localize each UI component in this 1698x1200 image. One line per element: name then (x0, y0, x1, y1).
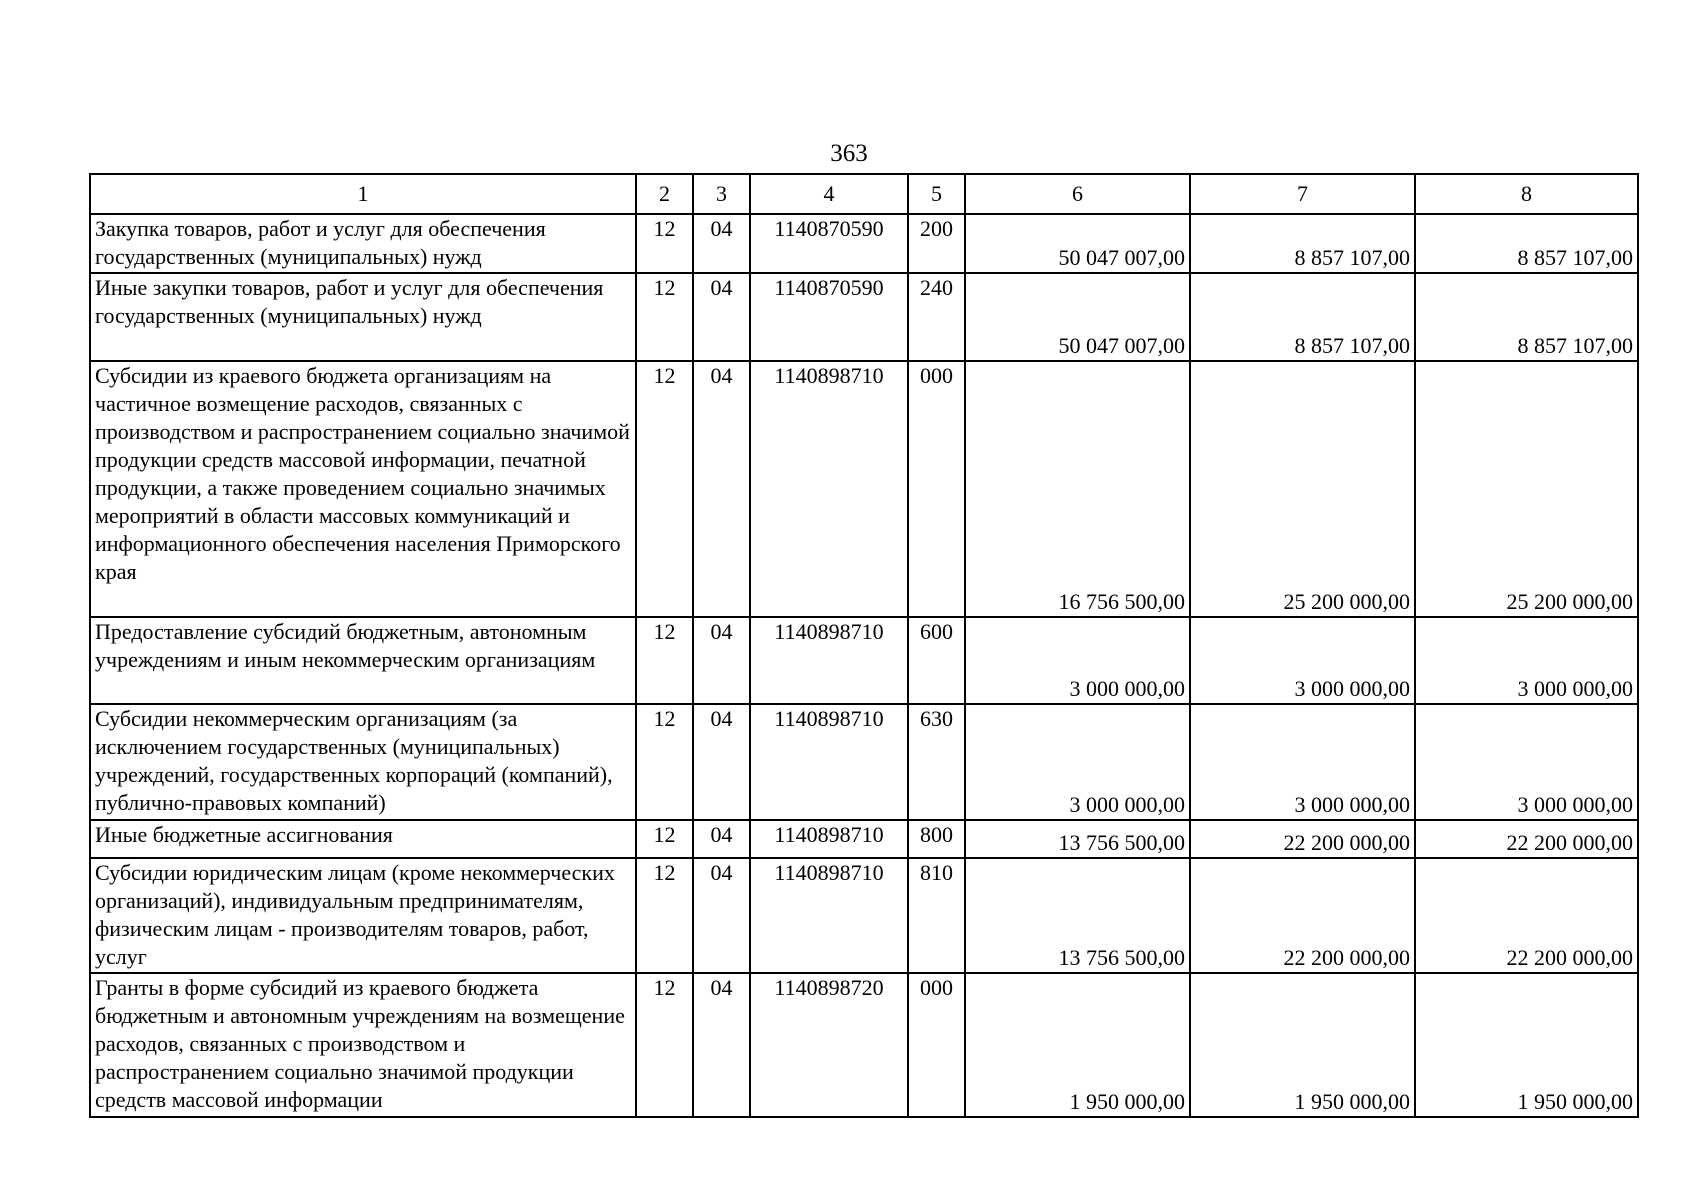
row-amount-6: 3 000 000,00 (965, 617, 1190, 704)
row-amount-7: 22 200 000,00 (1190, 858, 1415, 973)
row-amount-7: 3 000 000,00 (1190, 704, 1415, 820)
row-amount-6: 1 950 000,00 (965, 973, 1190, 1117)
row-amount-7: 1 950 000,00 (1190, 973, 1415, 1117)
row-target-code: 1140898720 (750, 973, 908, 1117)
row-description: Субсидии из краевого бюджета организациям на частичное возмещение расходов, связанных с производством и распространением социально значимой продукции средств массовой информации, печатной продукции, а также проведением социально значимых мероприятий в области массовых коммуникаций и информационного обеспечения населения Приморского края (90, 361, 636, 617)
row-target-code: 1140870590 (750, 273, 908, 361)
row-expense-type: 810 (908, 858, 965, 973)
row-target-code: 1140898710 (750, 704, 908, 820)
row-amount-7: 25 200 000,00 (1190, 361, 1415, 617)
row-target-code: 1140898710 (750, 361, 908, 617)
row-section: 12 (636, 704, 693, 820)
row-amount-6: 50 047 007,00 (965, 273, 1190, 361)
row-amount-8: 8 857 107,00 (1415, 273, 1638, 361)
row-expense-type: 630 (908, 704, 965, 820)
row-description: Предоставление субсидий бюджетным, автономным учреждениям и иным некоммерческим организациям (90, 617, 636, 704)
table-row (90, 361, 1638, 617)
row-section: 12 (636, 214, 693, 273)
row-subsection: 04 (693, 214, 750, 273)
row-target-code: 1140898710 (750, 820, 908, 858)
column-header-2: 2 (636, 174, 693, 214)
table-row (90, 214, 1638, 273)
row-amount-8: 22 200 000,00 (1415, 858, 1638, 973)
table-row (90, 973, 1638, 1117)
row-amount-6: 50 047 007,00 (965, 214, 1190, 273)
row-subsection: 04 (693, 704, 750, 820)
column-header-4: 4 (750, 174, 908, 214)
row-amount-8: 3 000 000,00 (1415, 704, 1638, 820)
row-expense-type: 240 (908, 273, 965, 361)
row-amount-7: 22 200 000,00 (1190, 820, 1415, 858)
row-amount-6: 16 756 500,00 (965, 361, 1190, 617)
row-description: Субсидии юридическим лицам (кроме некоммерческих организаций), индивидуальным предпринимателям, физическим лицам - производителям товаров, работ, услуг (90, 858, 636, 973)
row-description: Гранты в форме субсидий из краевого бюджета бюджетным и автономным учреждениям на возмещение расходов, связанных с производством и распространением социально значимой продукции средств массовой информации (90, 973, 636, 1117)
table-row (90, 820, 1638, 858)
row-subsection: 04 (693, 820, 750, 858)
row-expense-type: 600 (908, 617, 965, 704)
row-amount-6: 13 756 500,00 (965, 858, 1190, 973)
page-number: 363 (830, 140, 868, 167)
column-header-7: 7 (1190, 174, 1415, 214)
column-header-3: 3 (693, 174, 750, 214)
row-amount-8: 25 200 000,00 (1415, 361, 1638, 617)
row-amount-8: 8 857 107,00 (1415, 214, 1638, 273)
budget-table (89, 173, 1639, 1118)
row-subsection: 04 (693, 858, 750, 973)
row-description: Закупка товаров, работ и услуг для обеспечения государственных (муниципальных) нужд (90, 214, 636, 273)
row-target-code: 1140870590 (750, 214, 908, 273)
row-expense-type: 800 (908, 820, 965, 858)
row-description: Субсидии некоммерческим организациям (за исключением государственных (муниципальных) учреждений, государственных корпораций (компаний), публично-правовых компаний) (90, 704, 636, 820)
row-section: 12 (636, 820, 693, 858)
row-description: Иные закупки товаров, работ и услуг для обеспечения государственных (муниципальных) нужд (90, 273, 636, 361)
row-subsection: 04 (693, 361, 750, 617)
row-expense-type: 000 (908, 361, 965, 617)
table-row (90, 858, 1638, 973)
row-expense-type: 200 (908, 214, 965, 273)
table-row (90, 704, 1638, 820)
row-target-code: 1140898710 (750, 858, 908, 973)
row-section: 12 (636, 273, 693, 361)
row-amount-6: 3 000 000,00 (965, 704, 1190, 820)
row-amount-7: 3 000 000,00 (1190, 617, 1415, 704)
row-section: 12 (636, 361, 693, 617)
row-amount-8: 3 000 000,00 (1415, 617, 1638, 704)
row-section: 12 (636, 858, 693, 973)
row-subsection: 04 (693, 617, 750, 704)
row-subsection: 04 (693, 273, 750, 361)
table-header-row (90, 174, 1638, 214)
row-amount-8: 22 200 000,00 (1415, 820, 1638, 858)
row-expense-type: 000 (908, 973, 965, 1117)
column-header-8: 8 (1415, 174, 1638, 214)
row-amount-7: 8 857 107,00 (1190, 214, 1415, 273)
row-target-code: 1140898710 (750, 617, 908, 704)
column-header-1: 1 (90, 174, 636, 214)
table-row (90, 617, 1638, 704)
row-section: 12 (636, 617, 693, 704)
row-amount-6: 13 756 500,00 (965, 820, 1190, 858)
column-header-6: 6 (965, 174, 1190, 214)
row-subsection: 04 (693, 973, 750, 1117)
row-section: 12 (636, 973, 693, 1117)
row-amount-8: 1 950 000,00 (1415, 973, 1638, 1117)
row-description: Иные бюджетные ассигнования (90, 820, 636, 858)
column-header-5: 5 (908, 174, 965, 214)
table-row (90, 273, 1638, 361)
row-amount-7: 8 857 107,00 (1190, 273, 1415, 361)
